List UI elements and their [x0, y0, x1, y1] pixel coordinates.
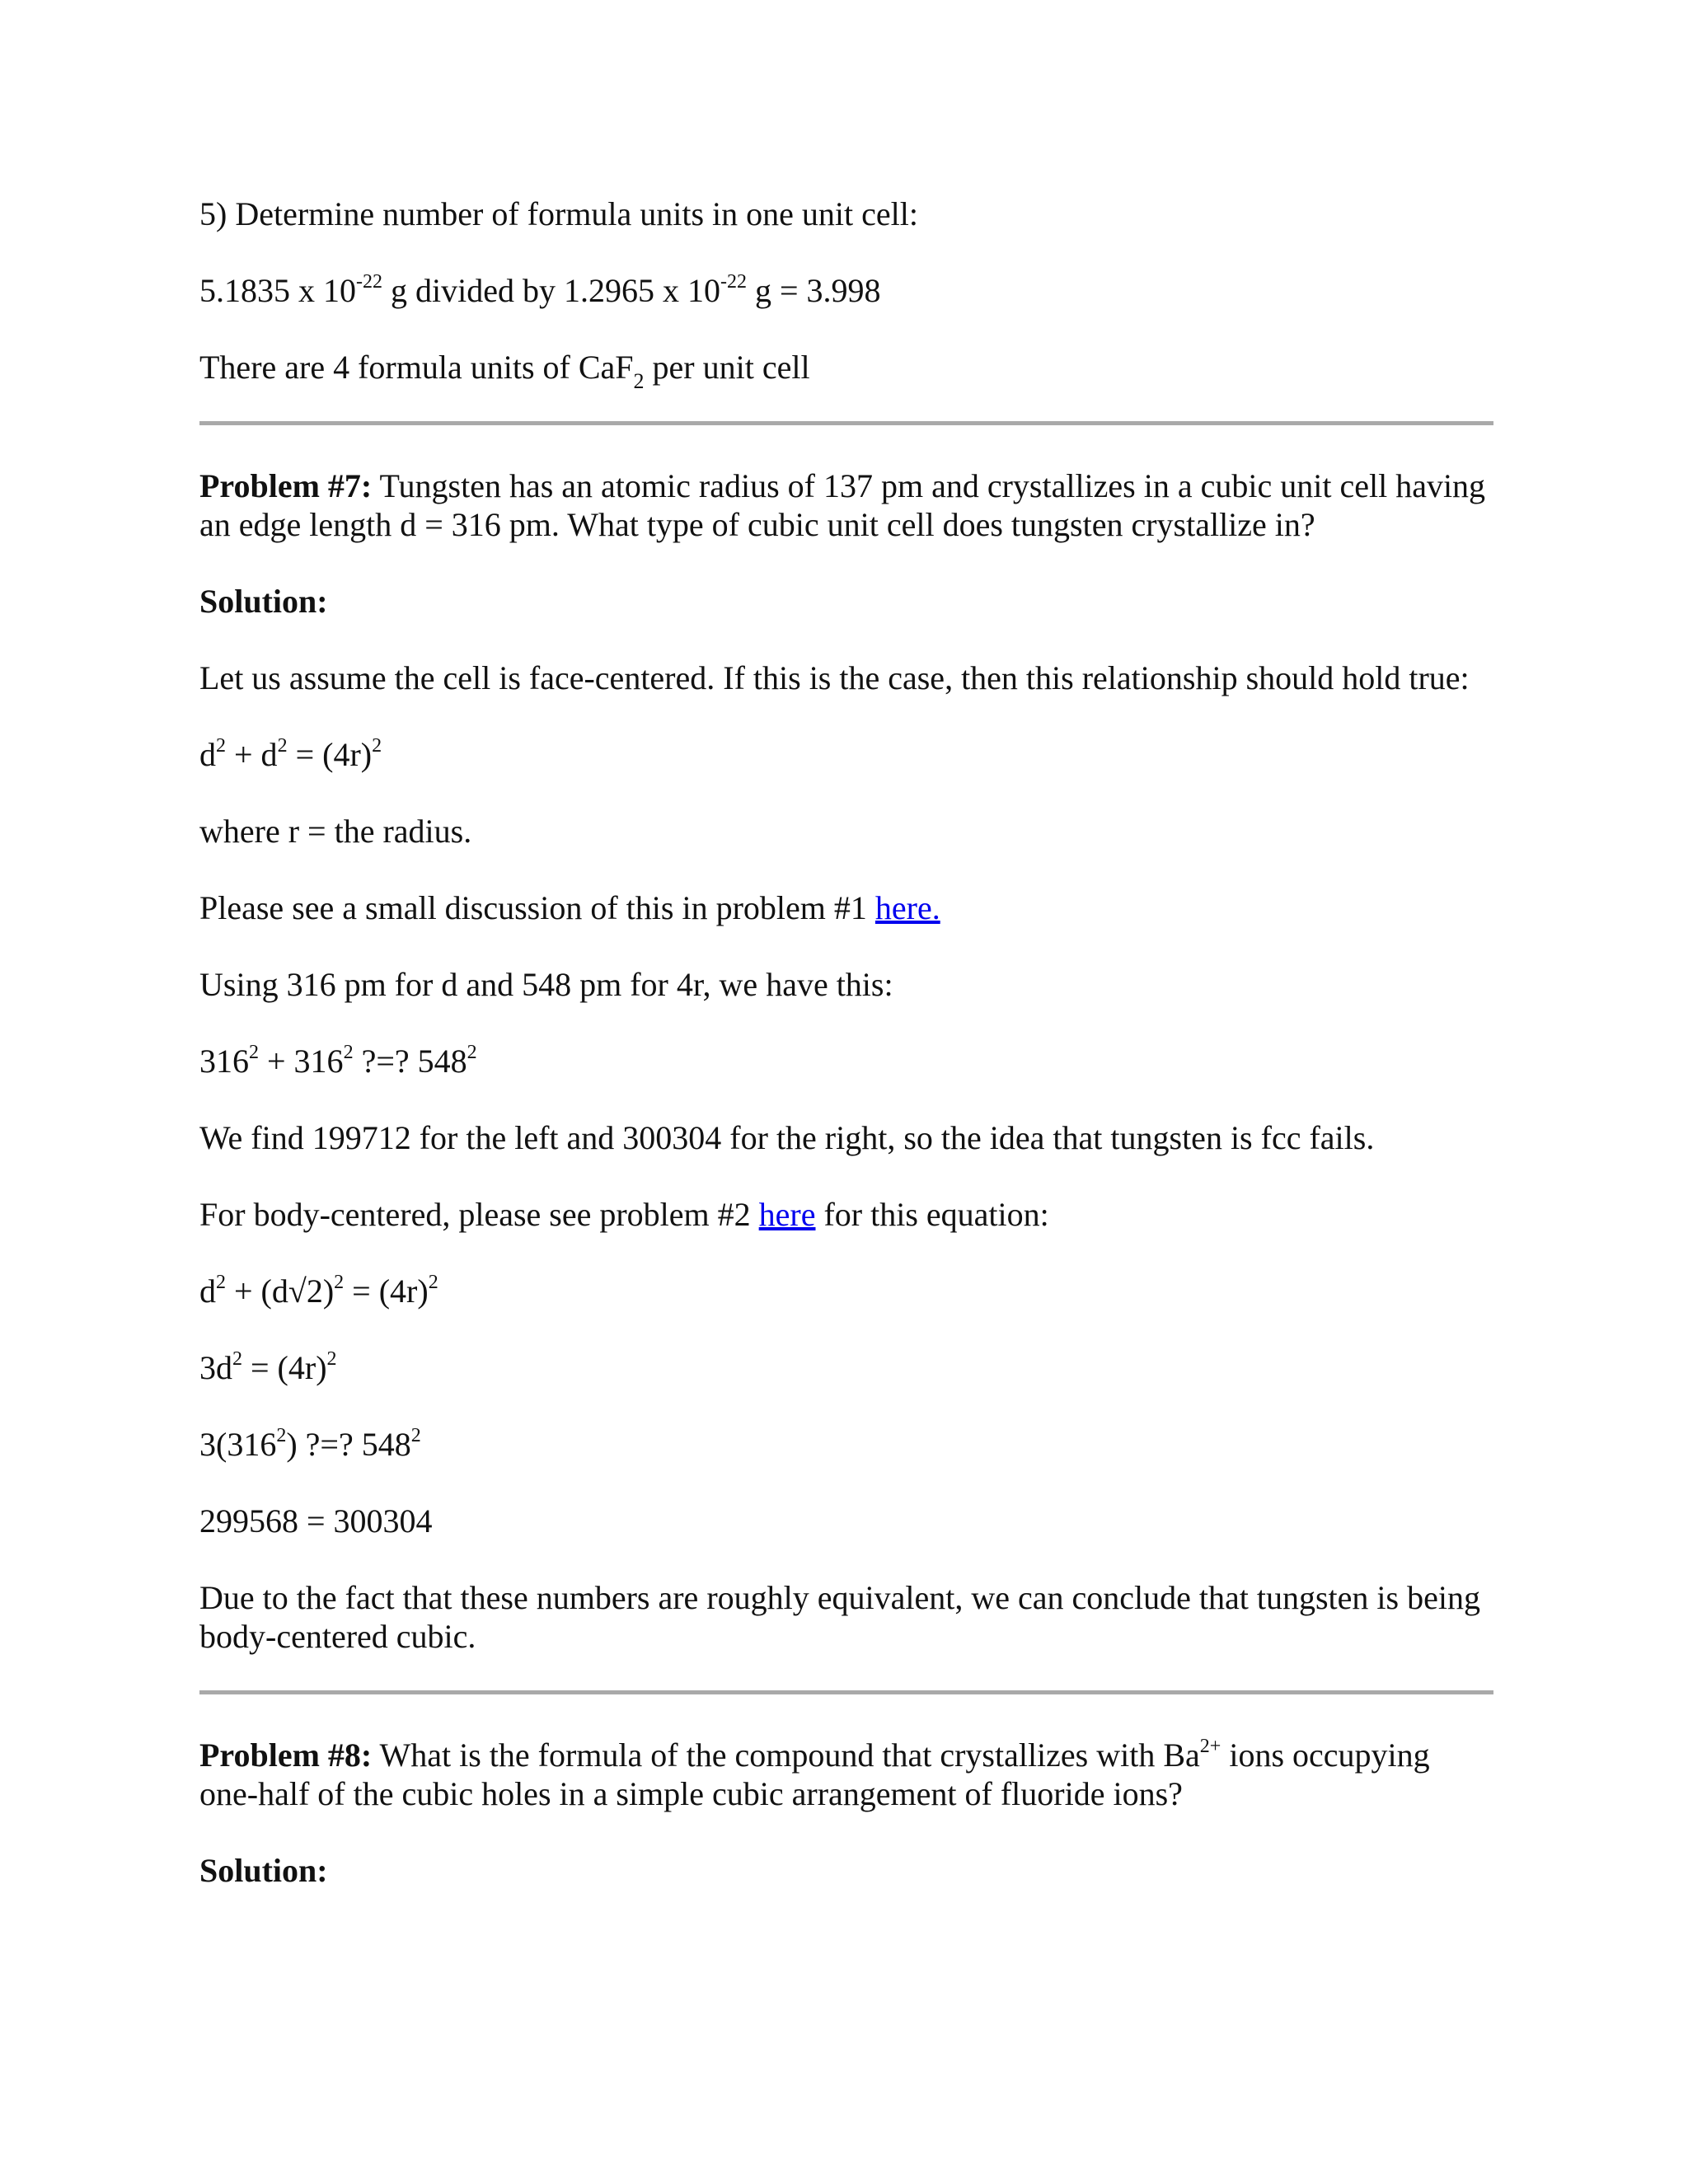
eq1-b: + d: [226, 736, 278, 773]
eq1-c: = (4r): [287, 736, 373, 773]
eq2-c: ?=? 548: [353, 1043, 467, 1080]
conclusion-post: per unit cell: [644, 349, 810, 386]
calc-a-exp: -22: [356, 270, 382, 293]
divider-1: [199, 421, 1493, 425]
conclusion-sub: 2: [633, 369, 645, 393]
equation-bcc: [199, 1272, 1493, 1310]
problem8-solution-label: [199, 1851, 1493, 1890]
eq2-b-sup: 2: [343, 1041, 354, 1063]
eq3-b-sup: 2: [334, 1271, 345, 1293]
problem7-solution-label: [199, 582, 1493, 621]
solution-label-2: Solution:: [199, 1852, 328, 1889]
problem7-question: [199, 466, 1493, 544]
equation-bcc-simplified: [199, 1348, 1493, 1387]
see2-pre: For body-centered, please see problem #2: [199, 1196, 759, 1233]
eq3-b: + (d√2): [226, 1272, 335, 1310]
equation-fcc-check: [199, 1042, 1493, 1080]
equation-bcc-check: [199, 1425, 1493, 1464]
eq4-a-sup: 2: [232, 1347, 242, 1370]
caf2-conclusion: [199, 348, 1493, 393]
eq3-a: d: [199, 1272, 216, 1310]
eq5-a-sup: 2: [276, 1424, 287, 1446]
problem1-link[interactable]: here.: [874, 889, 940, 926]
calc-a: 5.1835 x 10: [199, 272, 356, 309]
divider-2: [199, 1690, 1493, 1694]
eq1-c-sup: 2: [372, 734, 382, 757]
see1-pre: Please see a small discussion of this in problem #1: [199, 889, 875, 926]
problem8-question: [199, 1736, 1493, 1813]
eq2-a-sup: 2: [249, 1041, 259, 1063]
see-problem2: [199, 1195, 1493, 1234]
eq5-b: ) ?=? 548: [286, 1426, 411, 1463]
conclusion-pre: There are 4 formula units of CaF: [199, 349, 634, 386]
eq2-b: + 316: [259, 1043, 344, 1080]
calc-line: [199, 271, 1493, 310]
eq5-a: 3(316: [199, 1426, 277, 1463]
eq4-b-sup: 2: [326, 1347, 337, 1370]
eq1-a-sup: 2: [216, 734, 226, 757]
problem7-label: Problem #7:: [199, 467, 373, 504]
eq3-c: = (4r): [344, 1272, 429, 1310]
see-problem1: [199, 888, 1493, 927]
problem7-text: Tungsten has an atomic radius of 137 pm and crystallizes in a cubic unit cell having an edge length d = 316 pm. What type of cubic unit cell does tungsten crystallize in?: [199, 467, 1486, 543]
where-text: where r = the radius.: [199, 813, 472, 850]
assume-text: Let us assume the cell is face-centered. If this is the case, then this relationship should hold true:: [199, 659, 1470, 696]
calc-b-exp: -22: [720, 270, 747, 293]
problem7-conclusion: Due to the fact that these numbers are roughly equivalent, we can conclude that tungsten is being body-centered cubic.: [199, 1579, 1480, 1655]
equation-result: 299568 = 300304: [199, 1502, 433, 1540]
problem2-link[interactable]: here: [758, 1196, 816, 1233]
eq3-a-sup: 2: [216, 1271, 226, 1293]
eq3-c-sup: 2: [428, 1271, 438, 1293]
eq5-b-sup: 2: [410, 1424, 421, 1446]
solution-label: Solution:: [199, 583, 328, 620]
eq2-a: 316: [199, 1043, 249, 1080]
problem8-label: Problem #8:: [199, 1736, 373, 1774]
document-page: [199, 194, 1493, 1928]
see2-post: for this equation:: [815, 1196, 1049, 1233]
calc-end: g = 3.998: [746, 272, 881, 309]
eq2-c-sup: 2: [467, 1041, 477, 1063]
step5-heading: 5) Determine number of formula units in one unit cell:: [199, 195, 918, 232]
eq4-a: 3d: [199, 1349, 232, 1386]
problem8-sup: 2+: [1199, 1735, 1221, 1757]
eq1-a: d: [199, 736, 216, 773]
calc-mid: g divided by 1.2965 x 10: [382, 272, 720, 309]
find-text: We find 199712 for the left and 300304 for the right, so the idea that tungsten is fcc fails.: [199, 1119, 1375, 1156]
equation-fcc: [199, 735, 1493, 774]
using-text: Using 316 pm for d and 548 pm for 4r, we have this:: [199, 966, 893, 1003]
problem8-post: ions occupying one-half of the cubic holes in a simple cubic arrangement of fluoride ions?: [199, 1736, 1430, 1812]
eq4-b: = (4r): [242, 1349, 327, 1386]
eq1-b-sup: 2: [277, 734, 288, 757]
problem8-pre: What is the formula of the compound that crystallizes with Ba: [372, 1736, 1200, 1774]
